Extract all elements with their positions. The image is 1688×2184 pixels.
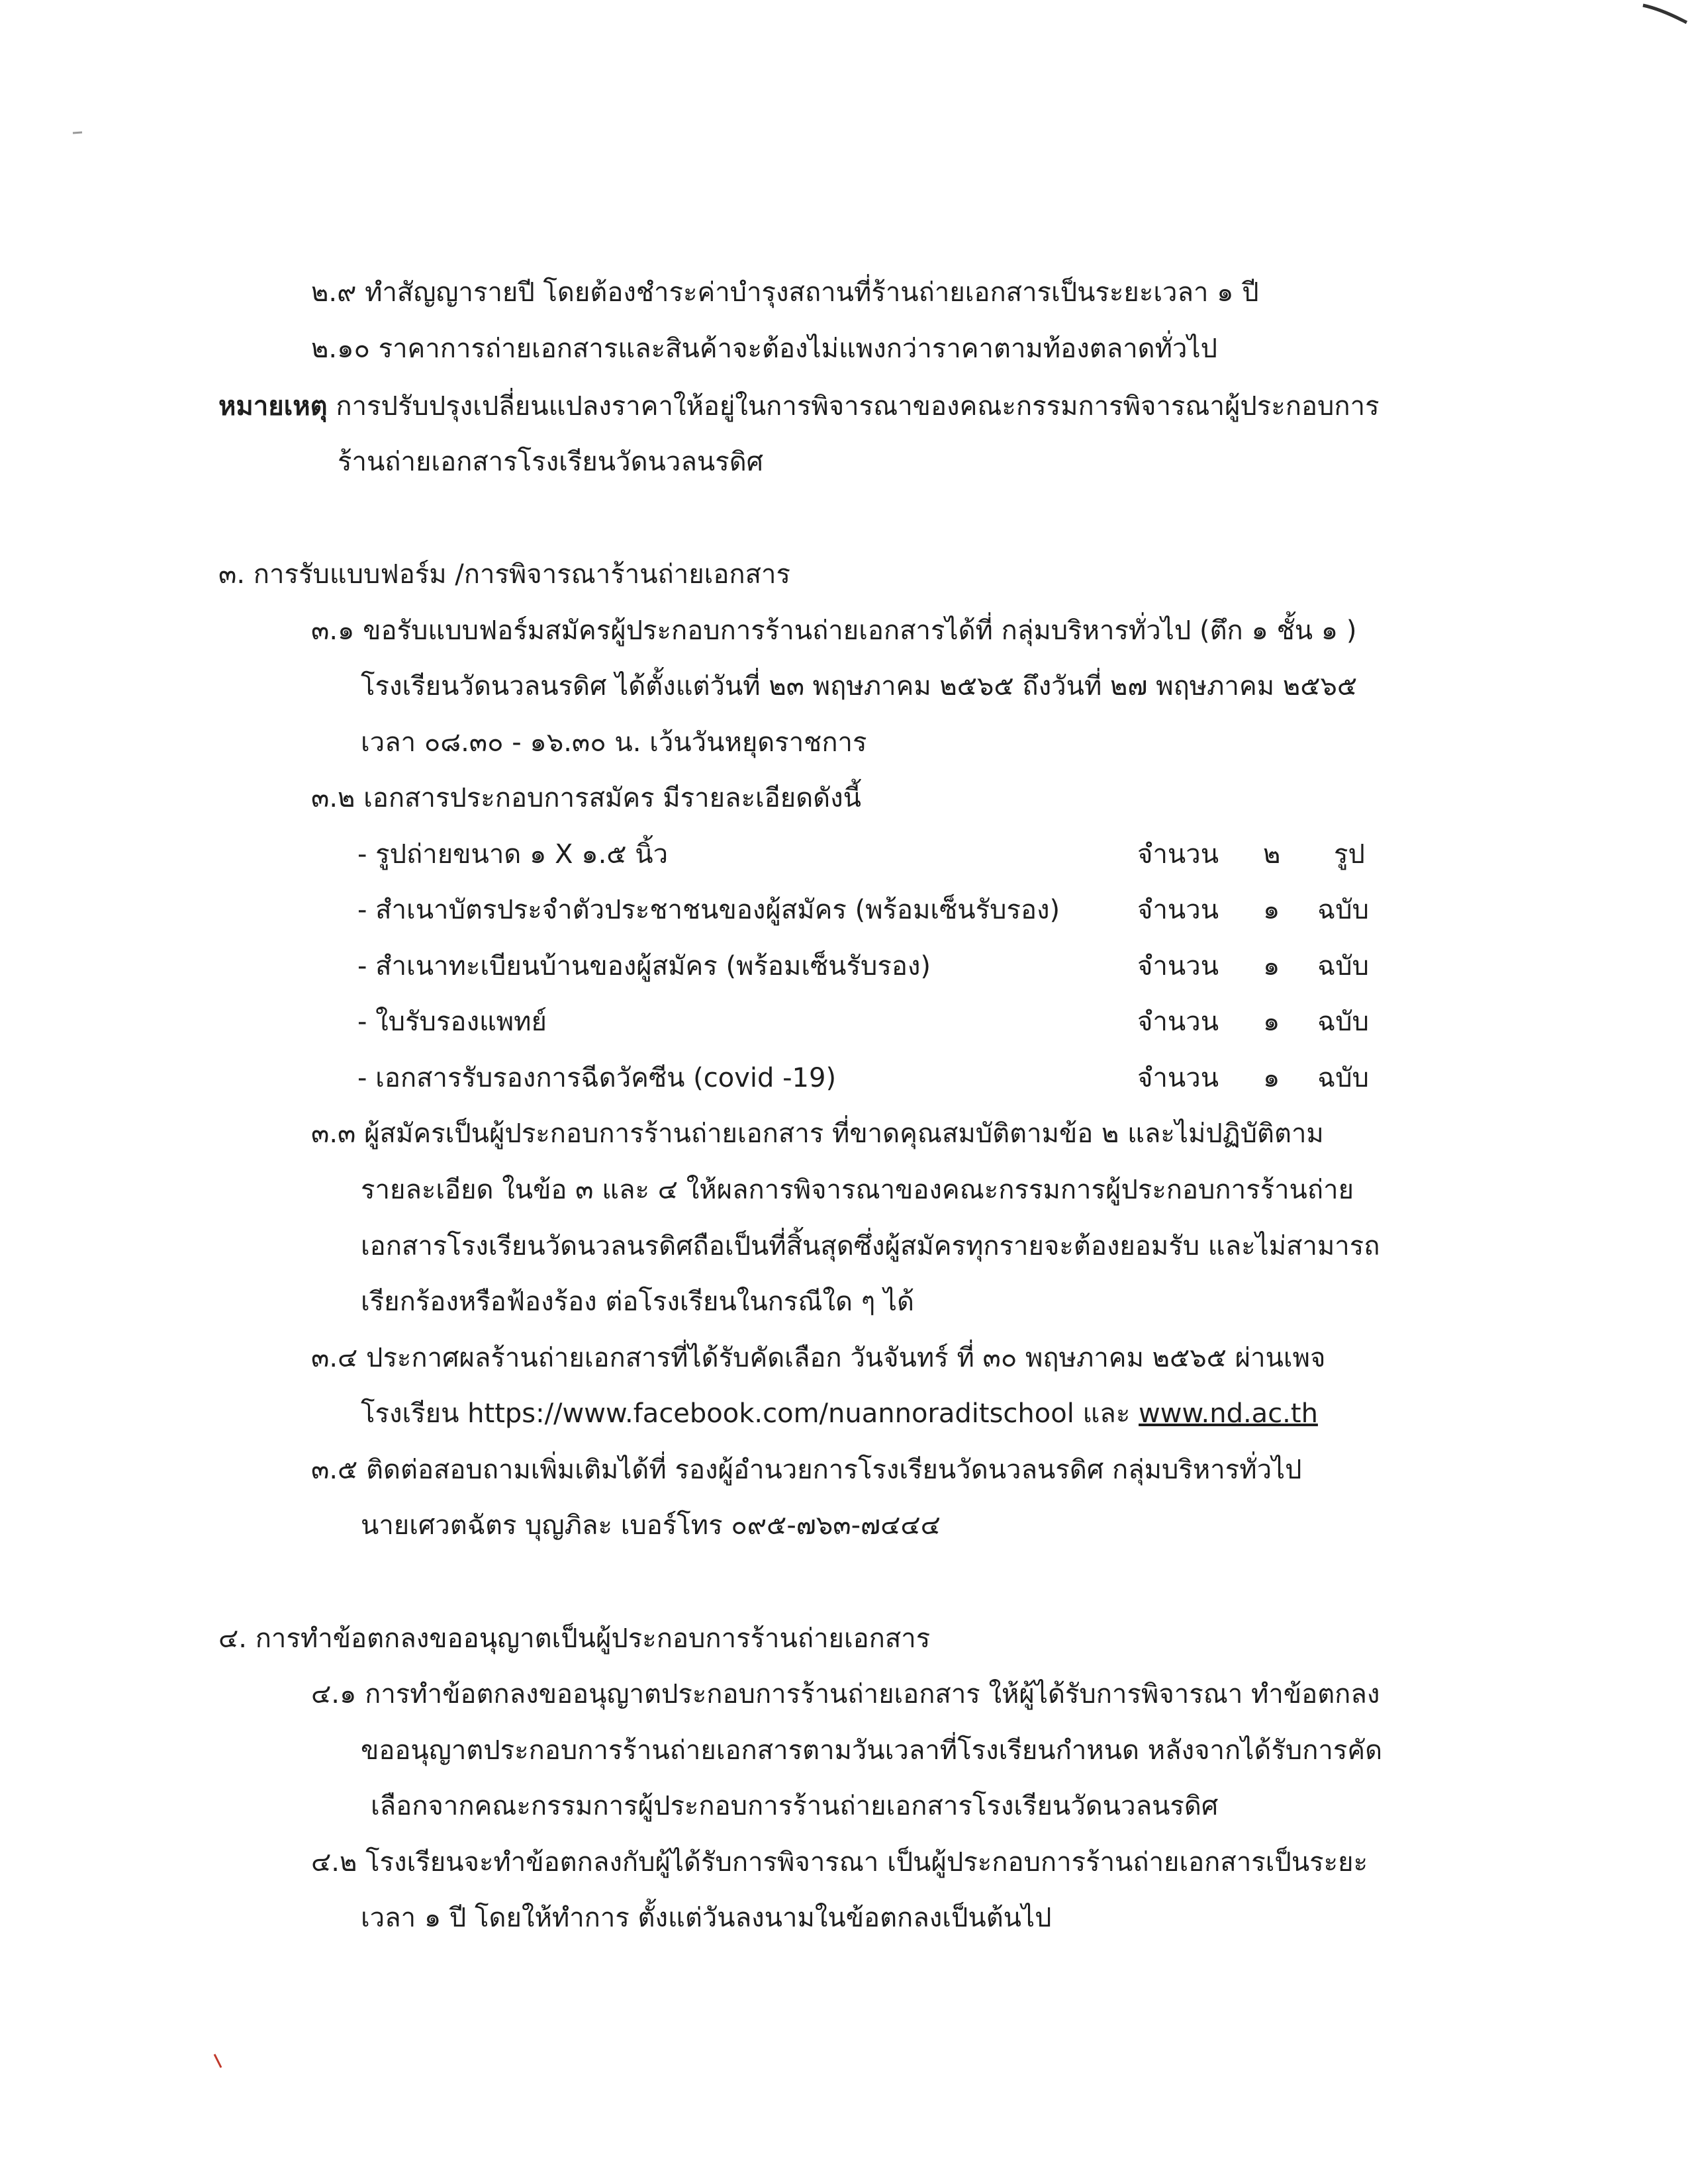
item-3-4-line-2 xyxy=(361,1394,1318,1433)
section-4-heading: ๔. การทำข้อตกลงขออนุญาตเป็นผู้ประกอบการร้านถ่ายเอกสาร xyxy=(218,1623,931,1654)
document-qty-label: จำนวน xyxy=(1137,1063,1219,1093)
section-3-heading: ๓. การรับแบบฟอร์ม /การพิจารณาร้านถ่ายเอกสาร xyxy=(218,559,790,590)
document-qty: ๒ xyxy=(1263,839,1281,870)
document-item-name: - ใบรับรองแพทย์ xyxy=(357,1007,547,1037)
remark-line-1 xyxy=(218,387,1380,426)
item-3-1-line: โรงเรียนวัดนวลนรดิศ ได้ตั้งแต่วันที่ ๒๓ พฤษภาคม ๒๕๖๕ ถึงวันที่ ๒๗ พฤษภาคม ๒๕๖๕ xyxy=(361,671,1358,702)
item-3-4-text: โรงเรียน https://www.facebook.com/nuannoraditschool และ xyxy=(361,1398,1139,1429)
item-4-1-line: ขออนุญาตประกอบการร้านถ่ายเอกสารตามวันเวลาที่โรงเรียนกำหนด หลังจากได้รับการคัด xyxy=(361,1735,1383,1766)
remark-label: หมายเหตุ xyxy=(218,391,328,422)
item-3-5-line: นายเศวตฉัตร บุญภิละ เบอร์โทร ๐๙๕-๗๖๓-๗๔๔๔ xyxy=(361,1510,941,1541)
item-3-1-line: เวลา ๐๘.๓๐ - ๑๖.๓๐ น. เว้นวันหยุดราชการ xyxy=(361,727,867,758)
item-3-3-line: เอกสารโรงเรียนวัดนวลนรดิศถือเป็นที่สิ้นสุดซึ่งผู้สมัครทุกรายจะต้องยอมรับ และไม่สามารถ xyxy=(361,1231,1380,1261)
item-4-1-line: เลือกจากคณะกรรมการผู้ประกอบการร้านถ่ายเอกสารโรงเรียนวัดนวลนรดิศ xyxy=(371,1791,1219,1821)
document-qty-label: จำนวน xyxy=(1137,895,1219,925)
item-3-5-line: ๓.๕ ติดต่อสอบถามเพิ่มเติมได้ที่ รองผู้อำนวยการโรงเรียนวัดนวลนรดิศ กลุ่มบริหารทั่วไป xyxy=(311,1455,1302,1485)
document-item-name: - สำเนาบัตรประจำตัวประชาชนของผู้สมัคร (พร้อมเซ็นรับรอง) xyxy=(357,895,1060,925)
document-qty: ๑ xyxy=(1263,1063,1280,1093)
item-3-3-line: รายละเอียด ในข้อ ๓ และ ๔ ให้ผลการพิจารณาของคณะกรรมการผู้ประกอบการร้านถ่าย xyxy=(361,1175,1354,1205)
scan-speck xyxy=(71,130,85,136)
remark-line-2: ร้านถ่ายเอกสารโรงเรียนวัดนวลนรดิศ xyxy=(338,447,764,477)
document-item-name: - สำเนาทะเบียนบ้านของผู้สมัคร (พร้อมเซ็นรับรอง) xyxy=(357,951,931,981)
scan-corner-mark xyxy=(1642,0,1688,26)
item-2-10: ๒.๑๐ ราคาการถ่ายเอกสารและสินค้าจะต้องไม่แพงกว่าราคาตามท้องตลาดทั่วไป xyxy=(311,334,1217,364)
item-4-1-line: ๔.๑ การทำข้อตกลงขออนุญาตประกอบการร้านถ่ายเอกสาร ให้ผู้ได้รับการพิจารณา ทำข้อตกลง xyxy=(311,1679,1380,1709)
document-qty: ๑ xyxy=(1263,951,1280,981)
document-unit: ฉบับ xyxy=(1317,951,1370,981)
item-4-2-line: ๔.๒ โรงเรียนจะทำข้อตกลงกับผู้ได้รับการพิจารณา เป็นผู้ประกอบการร้านถ่ายเอกสารเป็นระยะ xyxy=(311,1847,1368,1878)
document-qty: ๑ xyxy=(1263,1007,1280,1037)
item-3-1-line: ๓.๑ ขอรับแบบฟอร์มสมัครผู้ประกอบการร้านถ่ายเอกสารได้ที่ กลุ่มบริหารทั่วไป (ตึก ๑ ชั้น ๑ ) xyxy=(311,615,1357,646)
document-qty-label: จำนวน xyxy=(1137,951,1219,981)
school-website-link[interactable]: www.nd.ac.th xyxy=(1139,1398,1318,1429)
document-item-name: - รูปถ่ายขนาด ๑ X ๑.๕ นิ้ว xyxy=(357,839,669,870)
document-unit: ฉบับ xyxy=(1317,895,1370,925)
item-3-2-title: ๓.๒ เอกสารประกอบการสมัคร มีรายละเอียดดังนี้ xyxy=(311,783,862,813)
scan-speck-red xyxy=(212,2052,225,2071)
item-4-2-line: เวลา ๑ ปี โดยให้ทำการ ตั้งแต่วันลงนามในข้อตกลงเป็นต้นไป xyxy=(361,1903,1052,1933)
document-qty: ๑ xyxy=(1263,895,1280,925)
document-unit: รูป xyxy=(1334,839,1365,870)
document-unit: ฉบับ xyxy=(1317,1063,1370,1093)
document-unit: ฉบับ xyxy=(1317,1007,1370,1037)
item-3-4-line-1: ๓.๔ ประกาศผลร้านถ่ายเอกสารที่ได้รับคัดเลือก วันจันทร์ ที่ ๓๐ พฤษภาคม ๒๕๖๕ ผ่านเพจ xyxy=(311,1343,1326,1373)
document-item-name: - เอกสารรับรองการฉีดวัคซีน (covid -19) xyxy=(357,1063,837,1093)
item-3-3-line: เรียกร้องหรือฟ้องร้อง ต่อโรงเรียนในกรณีใด ๆ ได้ xyxy=(361,1287,914,1317)
document-qty-label: จำนวน xyxy=(1137,839,1219,870)
item-2-9: ๒.๙ ทำสัญญารายปี โดยต้องชำระค่าบำรุงสถานที่ร้านถ่ายเอกสารเป็นระยะเวลา ๑ ปี xyxy=(311,277,1259,308)
remark-text: การปรับปรุงเปลี่ยนแปลงราคาให้อยู่ในการพิจารณาของคณะกรรมการพิจารณาผู้ประกอบการ xyxy=(336,391,1380,422)
document-qty-label: จำนวน xyxy=(1137,1007,1219,1037)
item-3-3-line: ๓.๓ ผู้สมัครเป็นผู้ประกอบการร้านถ่ายเอกสาร ที่ขาดคุณสมบัติตามข้อ ๒ และไม่ปฏิบัติตาม xyxy=(311,1118,1324,1149)
